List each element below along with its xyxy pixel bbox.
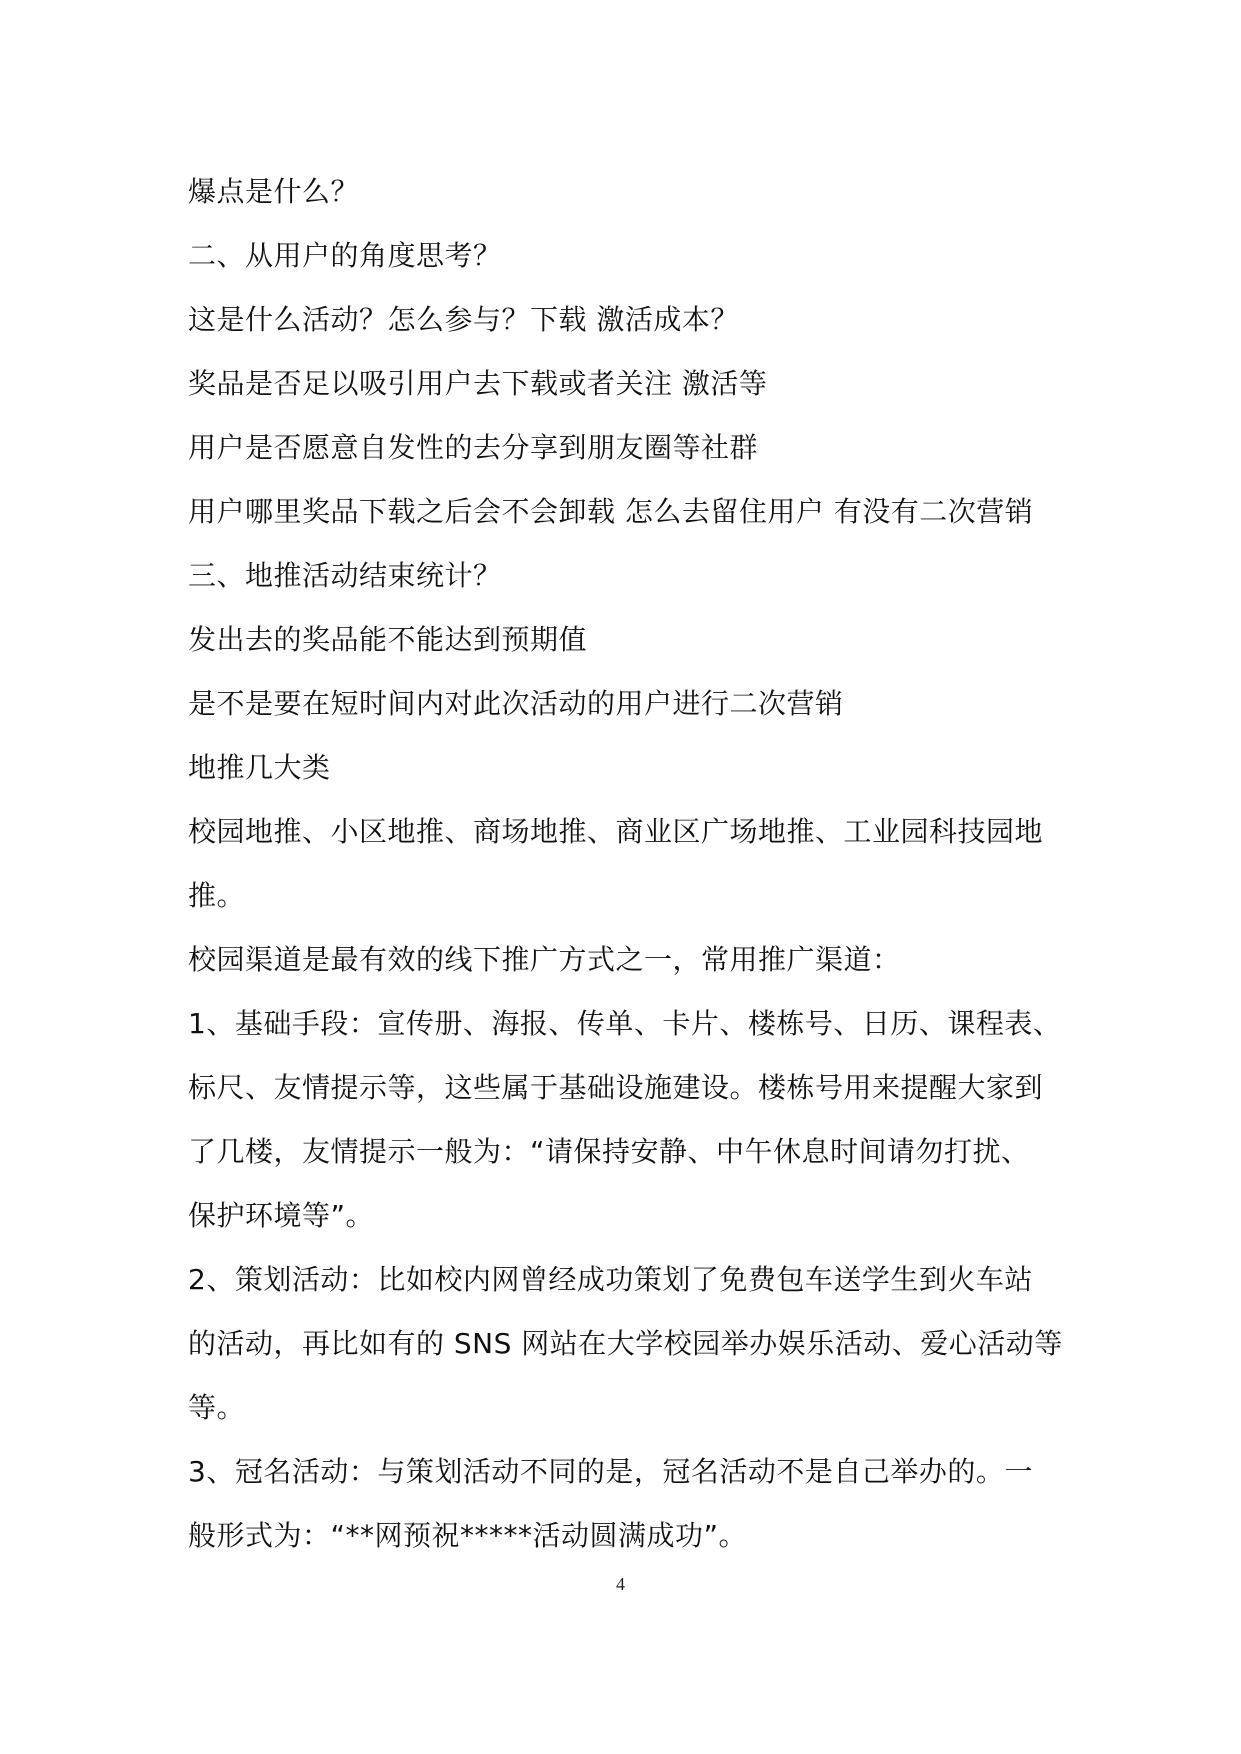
text-line: 奖品是否足以吸引用户去下载或者关注 激活等: [188, 367, 768, 400]
page-number: 4: [616, 1574, 625, 1594]
list-item-text: 的活动，再比如有的 SNS 网站在大学校园举办娱乐活动、爱心活动等: [188, 1327, 1063, 1360]
list-item-text: 1、基础手段：宣传册、海报、传单、卡片、楼栋号、日历、课程表、: [188, 1007, 1062, 1040]
text-line: 地推几大类: [188, 751, 331, 784]
text-line: 发出去的奖品能不能达到预期值: [188, 623, 588, 656]
list-item-text: 2、策划活动：比如校内网曾经成功策划了免费包车送学生到火车站: [188, 1263, 1033, 1296]
list-item-text: 标尺、友情提示等，这些属于基础设施建设。楼栋号用来提醒大家到: [188, 1071, 1044, 1104]
text-line: 用户哪里奖品下载之后会不会卸载 怎么去留住用户 有没有二次营销: [188, 495, 1034, 528]
text-line: 推。: [188, 879, 246, 912]
list-item-text: 了几楼，友情提示一般为：“请保持安静、中午休息时间请勿打扰、: [188, 1135, 1030, 1168]
list-item-text: 等。: [188, 1391, 246, 1424]
text-line: 这是什么活动？怎么参与？下载 激活成本？: [188, 303, 739, 336]
list-item-text: 保护环境等”。: [188, 1199, 375, 1232]
text-line: 爆点是什么？: [188, 175, 360, 208]
section-heading: 二、从用户的角度思考？: [188, 239, 502, 272]
text-line: 是不是要在短时间内对此次活动的用户进行二次营销: [188, 687, 844, 720]
list-item-text: 般形式为：“**网预祝*****活动圆满成功”。: [188, 1519, 748, 1552]
text-line: 校园渠道是最有效的线下推广方式之一，常用推广渠道：: [188, 943, 901, 976]
section-heading: 三、地推活动结束统计？: [188, 559, 502, 592]
document-body: [188, 160, 1068, 1568]
text-line: 用户是否愿意自发性的去分享到朋友圈等社群: [188, 431, 759, 464]
list-item-text: 3、冠名活动：与策划活动不同的是，冠名活动不是自己举办的。一: [188, 1455, 1033, 1488]
text-line: 校园地推、小区地推、商场地推、商业区广场地推、工业园科技园地: [188, 815, 1044, 848]
